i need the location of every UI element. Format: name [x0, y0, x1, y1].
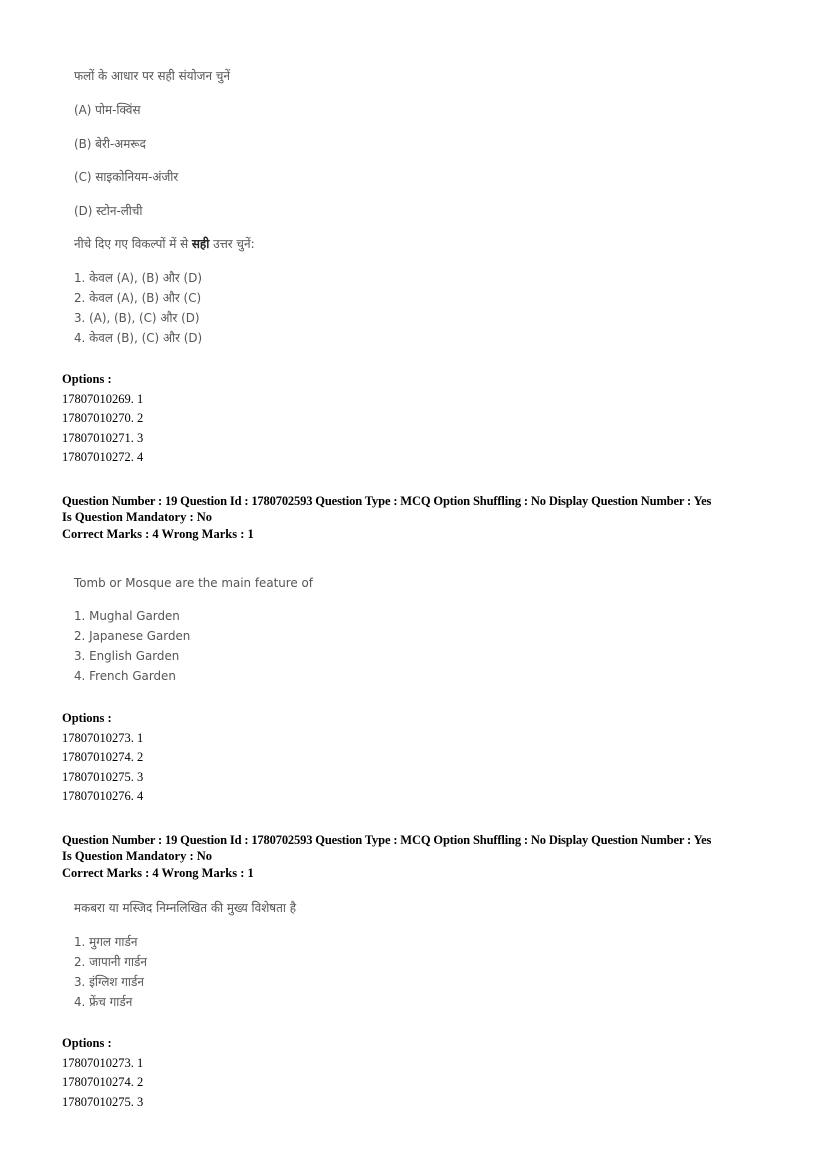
options-list-3	[62, 1034, 143, 1112]
instruction-text: नीचे दिए गए विकल्पों में से सही उत्तर चुनें:	[74, 236, 255, 251]
choice-1: 1. मुगल गार्डन	[74, 934, 138, 949]
choice-3: 3. इंग्लिश गार्डन	[74, 974, 144, 989]
options-list-2	[62, 709, 143, 807]
option-item: 17807010274. 2	[62, 750, 144, 764]
option-item: 17807010271. 3	[62, 430, 144, 445]
choice-2: 2. केवल (A), (B) और (C)	[74, 290, 202, 305]
choice-2: 2. Japanese Garden	[74, 628, 191, 643]
meta-line: Correct Marks : 4 Wrong Marks : 1	[62, 527, 254, 541]
option-item: 17807010269. 1	[62, 391, 144, 406]
option-item: 17807010273. 1	[62, 730, 144, 745]
option-item: 17807010275. 3	[62, 1094, 144, 1109]
option-item: 17807010274. 2	[62, 1075, 144, 1089]
choice-4: 4. French Garden	[74, 668, 176, 683]
question-meta-3	[62, 833, 782, 882]
choice-1: 1. केवल (A), (B) और (D)	[74, 270, 202, 285]
options-label: Options :	[62, 372, 112, 386]
choice-3: 3. English Garden	[74, 648, 180, 663]
meta-line: Is Question Mandatory : No	[62, 509, 213, 524]
question-text: मकबरा या मस्जिद निम्नलिखित की मुख्य विशेषता है	[74, 900, 297, 915]
question-text: Tomb or Mosque are the main feature of	[74, 575, 313, 590]
options-label: Options :	[62, 711, 112, 725]
choice-1: 1. Mughal Garden	[74, 608, 180, 623]
choice-2: 2. जापानी गार्डन	[74, 954, 147, 969]
option-item: 17807010272. 4	[62, 450, 144, 464]
choice-3: 3. (A), (B), (C) और (D)	[74, 310, 200, 325]
statement-b: (B) बेरी-अमरूद	[74, 136, 146, 151]
option-item: 17807010273. 1	[62, 1055, 144, 1070]
option-item: 17807010276. 4	[62, 789, 144, 803]
choice-4: 4. फ्रेंच गार्डन	[74, 994, 133, 1009]
question-meta-2	[62, 494, 782, 543]
statement-d: (D) स्टोन-लीची	[74, 203, 143, 218]
options-list-1	[62, 370, 143, 468]
meta-line: Question Number : 19 Question Id : 1780702593 Question Type : MCQ Option Shuffling : No Display Question Number : Yes	[62, 833, 712, 847]
statement-a: (A) पोम-क्विंस	[74, 102, 141, 117]
option-item: 17807010270. 2	[62, 411, 144, 425]
statement-c: (C) साइकोनियम-अंजीर	[74, 169, 179, 184]
meta-line: Is Question Mandatory : No	[62, 848, 213, 863]
options-label: Options :	[62, 1036, 112, 1050]
meta-line: Correct Marks : 4 Wrong Marks : 1	[62, 866, 254, 880]
question-text: फलों के आधार पर सही संयोजन चुनें	[74, 68, 230, 83]
option-item: 17807010275. 3	[62, 769, 144, 784]
meta-line: Question Number : 19 Question Id : 1780702593 Question Type : MCQ Option Shuffling : No Display Question Number : Yes	[62, 494, 712, 508]
choice-4: 4. केवल (B), (C) और (D)	[74, 330, 203, 345]
